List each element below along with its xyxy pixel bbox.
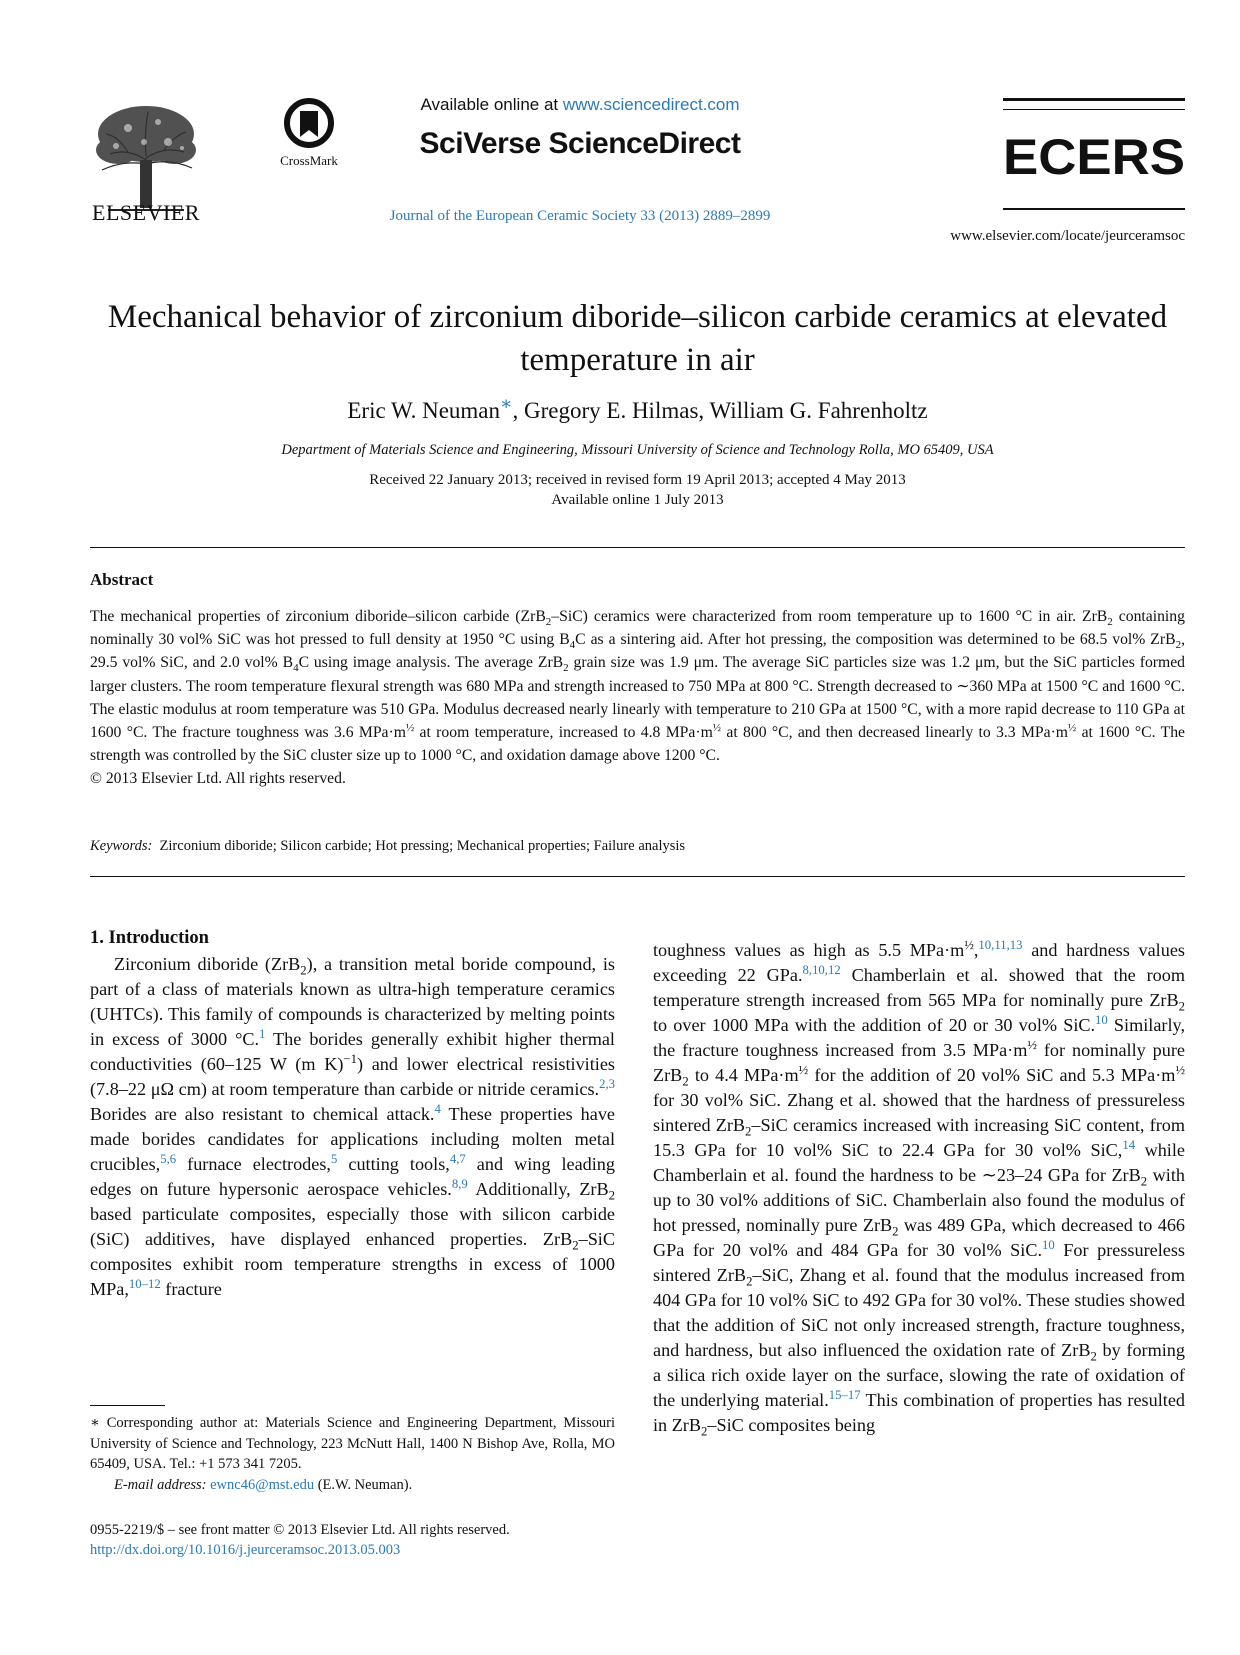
- keywords: [90, 838, 1185, 855]
- email-label: E-mail address:: [114, 1476, 207, 1493]
- sciverse-sciencedirect-logo: SciVerse ScienceDirect: [419, 127, 741, 160]
- ecers-logo: [1003, 132, 1185, 180]
- intro-paragraph-1-continued: toughness values as high as 5.5 $MPa\cdot m^{\frac{1}{2}},^{10,11,13}$ and hardness values exceeding 22 GPa.$^{8,10,12}$ Chamberlain et al. showed that the room temperature strength increased from 565 MPa for nominally pure ZrB$_2$ to over 1000 MPa with the addition of 20 or 30 vol% SiC.$^{10}$ Similarly, the fracture toughness increased from 3.5 $MPa\cdot m^{\frac{1}{2}}$ for nominally pure ZrB$_2$ to 4.4 $MPa\cdot m^{\frac{1}{2}}$ for the addition of 20 vol% SiC and 5.3 $MPa\cdot m^{\frac{1}{2}}$ for 30 vol% SiC. Zhang et al. showed that the hardness of pressureless sintered ZrB$_2$–SiC ceramics increased with increasing SiC content, from 15.3 GPa for 10 vol% SiC to 22.4 GPa for 30 vol% SiC,$^{14}$ while Chamberlain et al. found the hardness to be ∼23–24 GPa for ZrB$_2$ with up to 30 vol% additions of SiC. Chamberlain also found the modulus of hot pressed, nominally pure ZrB$_2$ was 489 GPa, which decreased to 466 GPa for 20 vol% and 484 GPa for 30 vol% SiC.$^{10}$ For pressureless sintered ZrB$_2$–SiC, Zhang et al. found that the modulus increased from 404 GPa for 10 vol% SiC to 492 GPa for 30 vol%. These studies showed that the addition of SiC not only increased strength, fracture toughness, and hardness, but also influenced the oxidation rate of ZrB$_2$ by forming a silica rich oxide layer on the surface, slowing the rate of oxidation of the underlying material.$^{15-17}$ This combination of properties has resulted in ZrB$_2$–SiC composites being: [653, 937, 1186, 1439]
- footnote-rule: [90, 1405, 165, 1406]
- keywords-label: Keywords:: [90, 838, 153, 854]
- corresponding-author-footnote: [90, 1413, 615, 1495]
- corresponding-author-address: Corresponding author at: Materials Science and Engineering Department, Missouri University of Science and Technology, 223 McNutt Hall, 1400 N Bishop Ave, Rolla, MO 65409, USA. Tel.: +1 573 341 7205.: [90, 1415, 615, 1472]
- abstract-top-rule: [90, 547, 1185, 548]
- email-link[interactable]: ewnc46@mst.edu: [210, 1476, 315, 1493]
- available-online-line: [380, 95, 780, 115]
- received-dates: Received 22 January 2013; received in revised form 19 April 2013; accepted 4 May 2013: [369, 472, 906, 488]
- available-online-date: Available online 1 July 2013: [551, 492, 724, 508]
- journal-site-url[interactable]: www.elsevier.com/locate/jeurceramsoc: [950, 228, 1185, 244]
- article-dates: [90, 470, 1185, 510]
- abstract-body: [90, 605, 1185, 791]
- ecers-top-rules: [1003, 98, 1185, 110]
- crossmark-icon[interactable]: [283, 97, 335, 161]
- doi-link[interactable]: http://dx.doi.org/10.1016/j.jeurceramsoc.2013.05.003: [90, 1542, 401, 1558]
- journal-reference-link[interactable]: Journal of the European Ceramic Society 33 (2013) 2889–2899: [389, 208, 771, 224]
- sciencedirect-link[interactable]: www.sciencedirect.com: [562, 95, 740, 114]
- elsevier-wordmark: ELSEVIER: [92, 200, 200, 225]
- crossmark-label: CrossMark: [280, 153, 338, 168]
- author-1: Eric W. Neuman: [347, 398, 501, 423]
- corresponding-author-marker[interactable]: ∗: [500, 393, 513, 414]
- issn-line: 0955-2219/$ – see front matter © 2013 Elsevier Ltd. All rights reserved.: [90, 1522, 510, 1538]
- intro-paragraph-1: Zirconium diboride (ZrB$_2$), a transition metal boride compound, is part of a class of materials known as ultra-high temperature ceramics (UHTCs). This family of compounds is characterized by melting points in excess of 3000 °C.$^1$ The borides generally exhibit higher thermal conductivities (60–125 W (m K)$^{-1}$) and lower electrical resistivities (7.8–22 μΩ cm) at room temperature than carbide or nitride ceramics.$^{2,3}$ Borides are also resistant to chemical attack.$^4$ These properties have made borides candidates for applications including molten metal crucibles,$^{5,6}$ furnace electrodes,$^5$ cutting tools,$^{4,7}$ and wing leading edges on future hypersonic aerospace vehicles.$^{8,9}$ Additionally, ZrB$_2$ based particulate composites, especially those with silicon carbide (SiC) additives, have displayed enhanced properties. ZrB$_2$–SiC composites exhibit room temperature strengths in excess of 1000 MPa,$^{10-12}$ fracture: [90, 954, 616, 1299]
- email-owner: (E.W. Neuman).: [317, 1476, 413, 1493]
- front-matter: [90, 1520, 690, 1560]
- abstract-bottom-rule: [90, 876, 1185, 877]
- ecers-bottom-rule: [1003, 208, 1185, 210]
- author-list: [90, 393, 1185, 424]
- ecers-logo-text: ECERS: [1003, 132, 1185, 180]
- abstract-heading: Abstract: [90, 570, 154, 589]
- footnote-marker: ∗: [90, 1415, 100, 1431]
- abstract-text: The mechanical properties of zirconium diboride–silicon carbide (ZrB$_2$–SiC) ceramics were characterized from room temperature up to 1600 °C in air. ZrB$_2$ containing nominally 30 vol% SiC was hot pressed to full density at 1950 °C using $B_4C$ as a sintering aid. After hot pressing, the composition was determined to be 68.5 vol% ZrB$_2$, 29.5 vol% SiC, and 2.0 vol% $B_4C$ using image analysis. The average ZrB$_2$ grain size was 1.9 μm. The average SiC particles size was 1.2 μm, but the SiC particles formed larger clusters. The room temperature flexural strength was 680 MPa and strength increased to 750 MPa at 800 °C. Strength decreased to ∼360 MPa at 1500 °C and 1600 °C. The elastic modulus at room temperature was 510 GPa. Modulus decreased nearly linearly with temperature to 210 GPa at 1500 °C, with a more rapid decrease to 110 GPa at 1600 °C. The fracture toughness was 3.6 $MPa\cdot m^{\frac{1}{2}}$ at room temperature, increased to 4.8 $MPa\cdot m^{\frac{1}{2}}$ at 800 °C, and then decreased linearly to 3.3 $MPa\cdot m^{\frac{1}{2}}$ at 1600 °C. The strength was controlled by the SiC cluster size up to 1000 °C, and oxidation damage above 1200 °C.: [90, 608, 1186, 765]
- section-heading-introduction: 1. Introduction: [90, 928, 209, 948]
- affiliation: Department of Materials Science and Engineering, Missouri University of Science and Technology Rolla, MO 65409, USA: [281, 442, 994, 458]
- other-authors: , Gregory E. Hilmas, William G. Fahrenholtz: [512, 398, 928, 423]
- body-column-right: [653, 938, 1185, 1438]
- available-online-prefix: Available online at: [420, 95, 563, 114]
- abstract-copyright: © 2013 Elsevier Ltd. All rights reserved.: [90, 770, 346, 788]
- body-column-left: [90, 952, 615, 1302]
- keywords-list: Zirconium diboride; Silicon carbide; Hot pressing; Mechanical properties; Failure analysis: [159, 838, 686, 854]
- article-title: Mechanical behavior of zirconium diboride–silicon carbide ceramics at elevated temperature in air: [107, 299, 1168, 378]
